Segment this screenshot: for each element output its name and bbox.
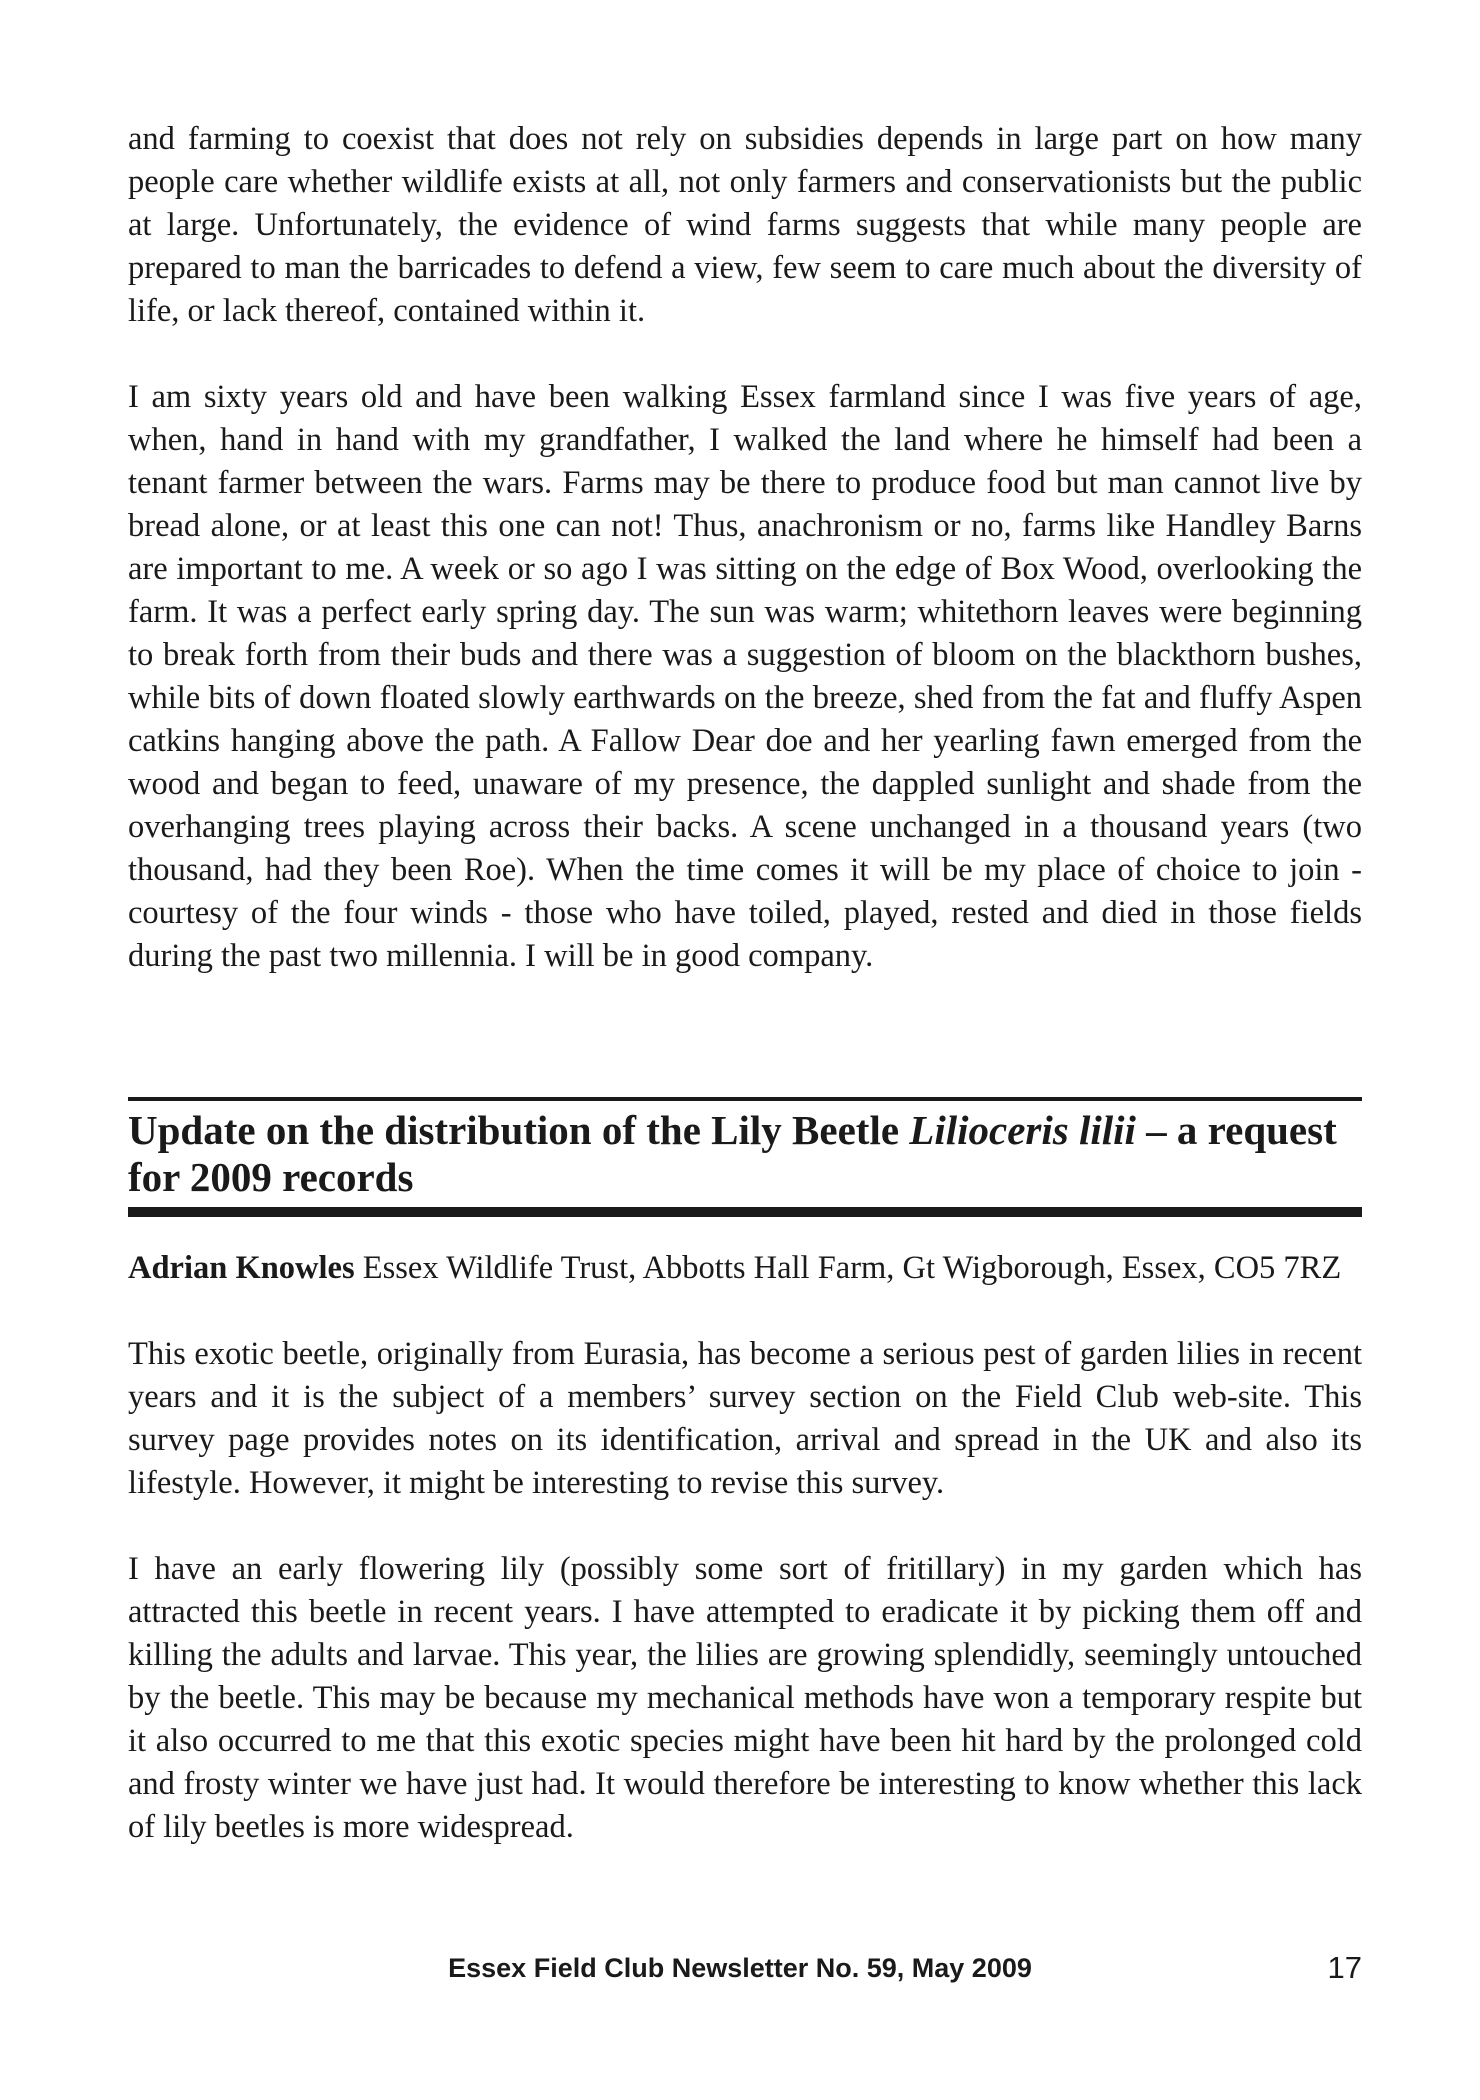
article2-title-species: Lilioceris lilii	[909, 1107, 1136, 1153]
article2-title-text-end: – a request for 2009 records	[128, 1107, 1337, 1200]
page-number: 17	[1327, 1950, 1362, 1985]
section-spacer	[128, 978, 1362, 1097]
section-rule-bottom	[128, 1207, 1362, 1217]
author-name: Adrian Knowles	[128, 1250, 355, 1286]
section-rule-top	[128, 1097, 1362, 1101]
article1-paragraph-1: and farming to coexist that does not rely on subsidies depends in large part on how many people care whether wildlife exists at all, not only farmers and conservationists but the public at large. Unfortunately, the evidence of wind farms suggests that while many people are prepared to man the barricades to defend a view, few seem to care much about the diversity of life, or lack thereof, contained within it.	[128, 121, 1362, 329]
article2-paragraph-1: This exotic beetle, originally from Eurasia, has become a serious pest of garden lilies in recent years and it is the subject of a members’ survey section on the Field Club web-site. This survey page provides notes on its identification, arrival and spread in the UK and also its lifestyle. However, it might be interesting to revise this survey.	[128, 1336, 1362, 1501]
footer-publication: Essex Field Club Newsletter No. 59, May 2009	[448, 1953, 1032, 1983]
page-footer	[0, 1950, 1480, 1990]
page-content	[128, 118, 1362, 1892]
article2-title	[128, 1107, 1362, 1201]
article1-paragraph-2: I am sixty years old and have been walking Essex farmland since I was five years of age, when, hand in hand with my grandfather, I walked the land where he himself had been a tenant farmer between the wars. Farms may be there to produce food but man cannot live by bread alone, or at least this one can not! Thus, anachronism or no, farms like Handley Barns are important to me. A week or so ago I was sitting on the edge of Box Wood, overlooking the farm. It was a perfect early spring day. The sun was warm; whitethorn leaves were beginning to break forth from their buds and there was a suggestion of bloom on the blackthorn bushes, while bits of down floated slowly earthwards on the breeze, shed from the fat and fluffy Aspen catkins hanging above the path. A Fallow Dear doe and her yearling fawn emerged from the wood and began to feed, unaware of my presence, the dappled sunlight and shade from the overhanging trees playing across their backs. A scene unchanged in a thousand years (two thousand, had they been Roe). When the time comes it will be my place of choice to join - courtesy of the four winds - those who have toiled, played, rested and died in those fields during the past two millennia. I will be in good company.	[128, 379, 1362, 974]
article2-byline	[128, 1247, 1362, 1290]
article2-title-text: Update on the distribution of the Lily Beetle	[128, 1107, 910, 1153]
article2-paragraph-2: I have an early flowering lily (possibly some sort of fritillary) in my garden which has attracted this beetle in recent years. I have attempted to eradicate it by picking them off and killing the adults and larvae. This year, the lilies are growing splendidly, seemingly untouched by the beetle. This may be because my mechanical methods have won a temporary respite but it also occurred to me that this exotic species might have been hit hard by the prolonged cold and frosty winter we have just had. It would therefore be interesting to know whether this lack of lily beetles is more widespread.	[128, 1551, 1362, 1845]
author-affiliation: Essex Wildlife Trust, Abbotts Hall Farm, Gt Wigborough, Essex, CO5 7RZ	[354, 1250, 1342, 1286]
